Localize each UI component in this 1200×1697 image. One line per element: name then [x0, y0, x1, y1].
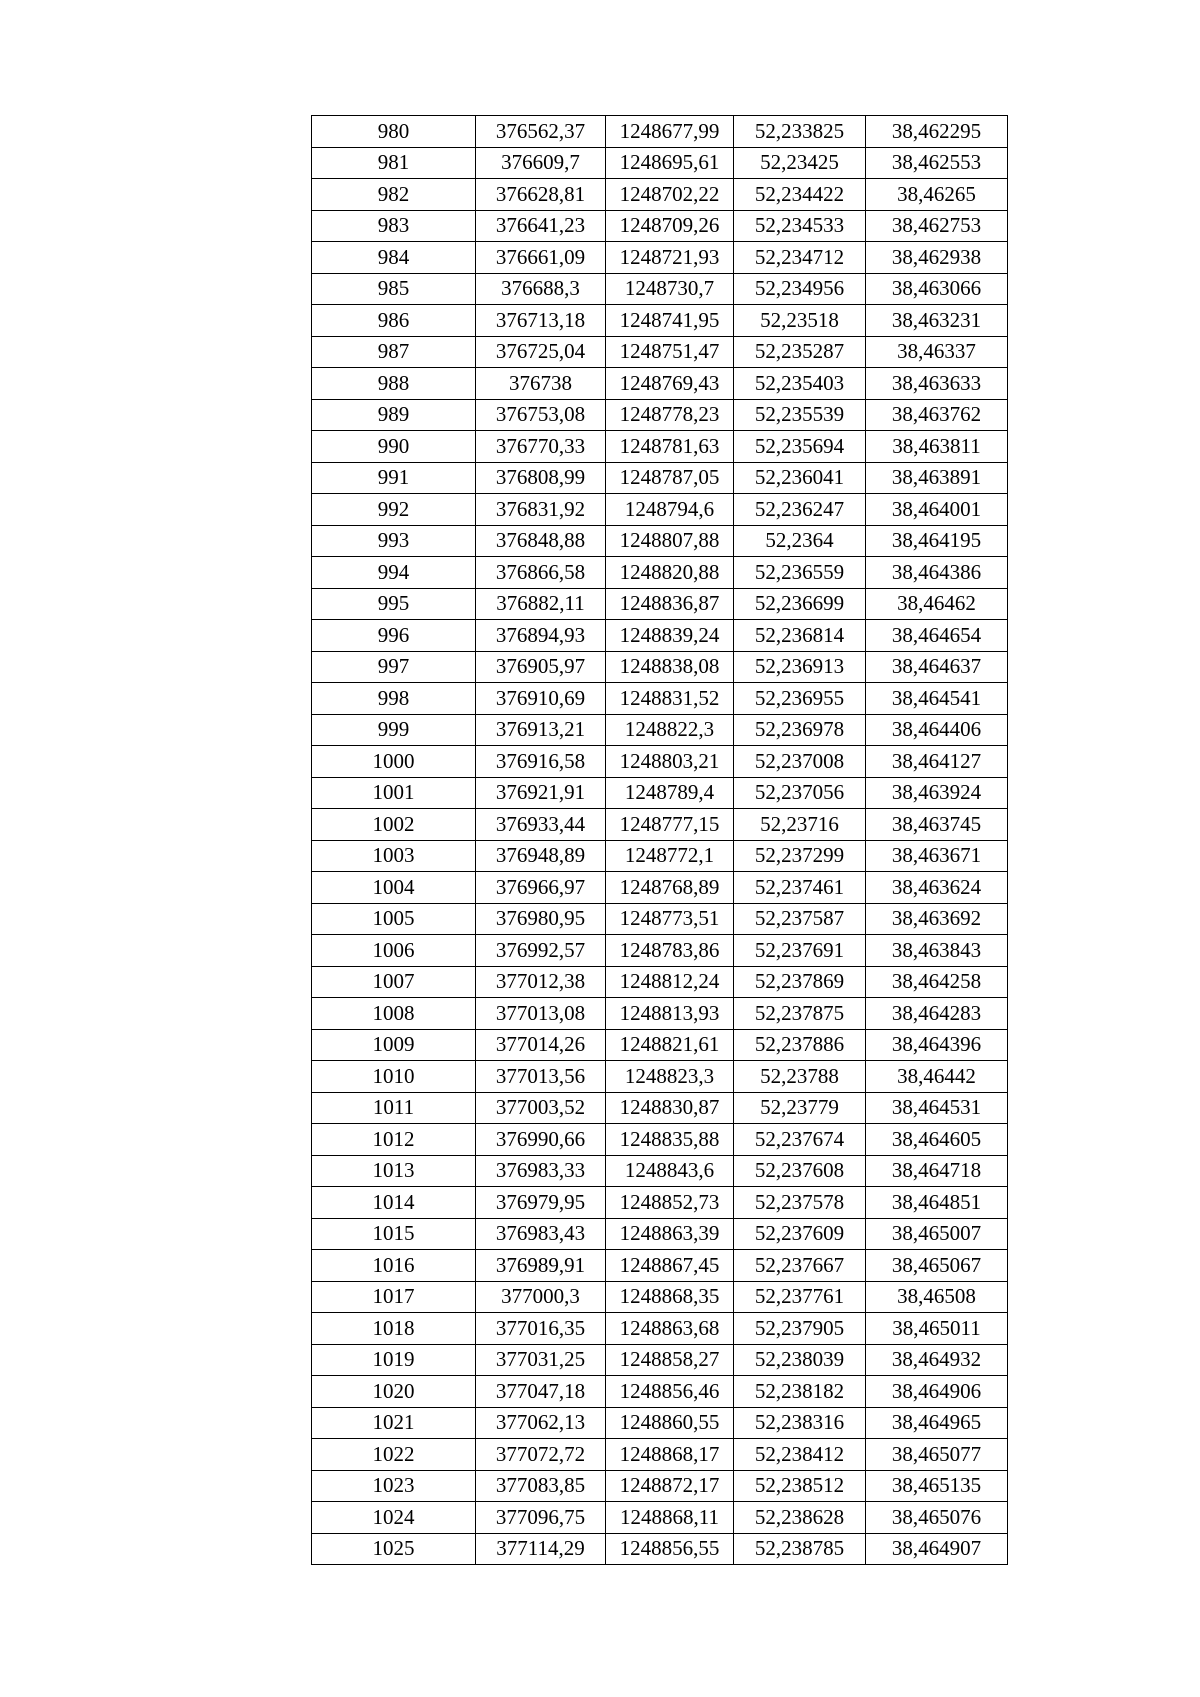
table-row — [312, 462, 1008, 494]
longitude-cell: 38,464127 — [866, 746, 1008, 778]
point-number-cell: 1023 — [312, 1470, 476, 1502]
x-coordinate-cell: 376609,7 — [476, 147, 606, 179]
x-coordinate-cell: 377000,3 — [476, 1281, 606, 1313]
latitude-cell: 52,236041 — [734, 462, 866, 494]
latitude-cell: 52,237578 — [734, 1187, 866, 1219]
longitude-cell: 38,46462 — [866, 588, 1008, 620]
longitude-cell: 38,463671 — [866, 840, 1008, 872]
y-coordinate-cell: 1248772,1 — [606, 840, 734, 872]
y-coordinate-cell: 1248794,6 — [606, 494, 734, 526]
table-row — [312, 1155, 1008, 1187]
point-number-cell: 1001 — [312, 777, 476, 809]
x-coordinate-cell: 376713,18 — [476, 305, 606, 337]
longitude-cell: 38,464637 — [866, 651, 1008, 683]
y-coordinate-cell: 1248803,21 — [606, 746, 734, 778]
longitude-cell: 38,463066 — [866, 273, 1008, 305]
x-coordinate-cell: 377003,52 — [476, 1092, 606, 1124]
latitude-cell: 52,235694 — [734, 431, 866, 463]
latitude-cell: 52,233825 — [734, 116, 866, 148]
table-row — [312, 494, 1008, 526]
x-coordinate-cell: 376921,91 — [476, 777, 606, 809]
longitude-cell: 38,464541 — [866, 683, 1008, 715]
longitude-cell: 38,463924 — [866, 777, 1008, 809]
table-row — [312, 210, 1008, 242]
table-row — [312, 179, 1008, 211]
longitude-cell: 38,462553 — [866, 147, 1008, 179]
point-number-cell: 992 — [312, 494, 476, 526]
y-coordinate-cell: 1248813,93 — [606, 998, 734, 1030]
point-number-cell: 1015 — [312, 1218, 476, 1250]
table-row — [312, 872, 1008, 904]
longitude-cell: 38,464654 — [866, 620, 1008, 652]
x-coordinate-cell: 376905,97 — [476, 651, 606, 683]
y-coordinate-cell: 1248868,11 — [606, 1502, 734, 1534]
longitude-cell: 38,463811 — [866, 431, 1008, 463]
table-row — [312, 399, 1008, 431]
latitude-cell: 52,236247 — [734, 494, 866, 526]
latitude-cell: 52,23716 — [734, 809, 866, 841]
point-number-cell: 1008 — [312, 998, 476, 1030]
y-coordinate-cell: 1248787,05 — [606, 462, 734, 494]
point-number-cell: 985 — [312, 273, 476, 305]
longitude-cell: 38,464386 — [866, 557, 1008, 589]
table-row — [312, 1281, 1008, 1313]
longitude-cell: 38,465076 — [866, 1502, 1008, 1534]
point-number-cell: 999 — [312, 714, 476, 746]
latitude-cell: 52,237667 — [734, 1250, 866, 1282]
latitude-cell: 52,238316 — [734, 1407, 866, 1439]
latitude-cell: 52,237056 — [734, 777, 866, 809]
table-row — [312, 683, 1008, 715]
longitude-cell: 38,464965 — [866, 1407, 1008, 1439]
point-number-cell: 1013 — [312, 1155, 476, 1187]
y-coordinate-cell: 1248863,39 — [606, 1218, 734, 1250]
x-coordinate-cell: 376913,21 — [476, 714, 606, 746]
y-coordinate-cell: 1248773,51 — [606, 903, 734, 935]
latitude-cell: 52,234712 — [734, 242, 866, 274]
table-row — [312, 966, 1008, 998]
x-coordinate-cell: 376992,57 — [476, 935, 606, 967]
point-number-cell: 1017 — [312, 1281, 476, 1313]
y-coordinate-cell: 1248863,68 — [606, 1313, 734, 1345]
longitude-cell: 38,46265 — [866, 179, 1008, 211]
x-coordinate-cell: 376848,88 — [476, 525, 606, 557]
y-coordinate-cell: 1248751,47 — [606, 336, 734, 368]
x-coordinate-cell: 377072,72 — [476, 1439, 606, 1471]
table-row — [312, 368, 1008, 400]
x-coordinate-cell: 376983,33 — [476, 1155, 606, 1187]
y-coordinate-cell: 1248695,61 — [606, 147, 734, 179]
point-number-cell: 1016 — [312, 1250, 476, 1282]
point-number-cell: 1006 — [312, 935, 476, 967]
point-number-cell: 1002 — [312, 809, 476, 841]
y-coordinate-cell: 1248789,4 — [606, 777, 734, 809]
y-coordinate-cell: 1248852,73 — [606, 1187, 734, 1219]
x-coordinate-cell: 376770,33 — [476, 431, 606, 463]
point-number-cell: 1000 — [312, 746, 476, 778]
x-coordinate-cell: 376989,91 — [476, 1250, 606, 1282]
y-coordinate-cell: 1248807,88 — [606, 525, 734, 557]
table-row — [312, 242, 1008, 274]
y-coordinate-cell: 1248868,17 — [606, 1439, 734, 1471]
table-row — [312, 273, 1008, 305]
table-row — [312, 777, 1008, 809]
point-number-cell: 993 — [312, 525, 476, 557]
longitude-cell: 38,463231 — [866, 305, 1008, 337]
x-coordinate-cell: 376628,81 — [476, 179, 606, 211]
x-coordinate-cell: 376983,43 — [476, 1218, 606, 1250]
y-coordinate-cell: 1248856,46 — [606, 1376, 734, 1408]
x-coordinate-cell: 376933,44 — [476, 809, 606, 841]
point-number-cell: 1019 — [312, 1344, 476, 1376]
longitude-cell: 38,463843 — [866, 935, 1008, 967]
table-row — [312, 1029, 1008, 1061]
y-coordinate-cell: 1248822,3 — [606, 714, 734, 746]
y-coordinate-cell: 1248741,95 — [606, 305, 734, 337]
point-number-cell: 1024 — [312, 1502, 476, 1534]
point-number-cell: 1018 — [312, 1313, 476, 1345]
x-coordinate-cell: 376990,66 — [476, 1124, 606, 1156]
table-row — [312, 1502, 1008, 1534]
longitude-cell: 38,463692 — [866, 903, 1008, 935]
y-coordinate-cell: 1248812,24 — [606, 966, 734, 998]
longitude-cell: 38,465011 — [866, 1313, 1008, 1345]
x-coordinate-cell: 376866,58 — [476, 557, 606, 589]
latitude-cell: 52,23788 — [734, 1061, 866, 1093]
longitude-cell: 38,464396 — [866, 1029, 1008, 1061]
point-number-cell: 983 — [312, 210, 476, 242]
table-row — [312, 525, 1008, 557]
point-number-cell: 1020 — [312, 1376, 476, 1408]
table-row — [312, 336, 1008, 368]
longitude-cell: 38,464258 — [866, 966, 1008, 998]
table-row — [312, 557, 1008, 589]
point-number-cell: 1011 — [312, 1092, 476, 1124]
latitude-cell: 52,238182 — [734, 1376, 866, 1408]
point-number-cell: 984 — [312, 242, 476, 274]
latitude-cell: 52,23779 — [734, 1092, 866, 1124]
latitude-cell: 52,237299 — [734, 840, 866, 872]
latitude-cell: 52,236699 — [734, 588, 866, 620]
longitude-cell: 38,463745 — [866, 809, 1008, 841]
y-coordinate-cell: 1248702,22 — [606, 179, 734, 211]
point-number-cell: 1025 — [312, 1533, 476, 1565]
point-number-cell: 1004 — [312, 872, 476, 904]
point-number-cell: 990 — [312, 431, 476, 463]
point-number-cell: 997 — [312, 651, 476, 683]
longitude-cell: 38,465135 — [866, 1470, 1008, 1502]
table-row — [312, 1344, 1008, 1376]
point-number-cell: 989 — [312, 399, 476, 431]
longitude-cell: 38,462295 — [866, 116, 1008, 148]
y-coordinate-cell: 1248830,87 — [606, 1092, 734, 1124]
y-coordinate-cell: 1248868,35 — [606, 1281, 734, 1313]
latitude-cell: 52,237461 — [734, 872, 866, 904]
table-row — [312, 935, 1008, 967]
y-coordinate-cell: 1248860,55 — [606, 1407, 734, 1439]
longitude-cell: 38,463891 — [866, 462, 1008, 494]
latitude-cell: 52,238412 — [734, 1439, 866, 1471]
x-coordinate-cell: 376966,97 — [476, 872, 606, 904]
latitude-cell: 52,235287 — [734, 336, 866, 368]
point-number-cell: 1005 — [312, 903, 476, 935]
point-number-cell: 982 — [312, 179, 476, 211]
x-coordinate-cell: 376562,37 — [476, 116, 606, 148]
point-number-cell: 1010 — [312, 1061, 476, 1093]
x-coordinate-cell: 377083,85 — [476, 1470, 606, 1502]
table-row — [312, 1187, 1008, 1219]
point-number-cell: 1009 — [312, 1029, 476, 1061]
coordinates-table — [311, 115, 1008, 1565]
latitude-cell: 52,23425 — [734, 147, 866, 179]
table-row — [312, 903, 1008, 935]
longitude-cell: 38,464851 — [866, 1187, 1008, 1219]
y-coordinate-cell: 1248856,55 — [606, 1533, 734, 1565]
latitude-cell: 52,238039 — [734, 1344, 866, 1376]
latitude-cell: 52,238785 — [734, 1533, 866, 1565]
longitude-cell: 38,465077 — [866, 1439, 1008, 1471]
longitude-cell: 38,46337 — [866, 336, 1008, 368]
point-number-cell: 988 — [312, 368, 476, 400]
latitude-cell: 52,2364 — [734, 525, 866, 557]
x-coordinate-cell: 377013,56 — [476, 1061, 606, 1093]
latitude-cell: 52,237875 — [734, 998, 866, 1030]
y-coordinate-cell: 1248836,87 — [606, 588, 734, 620]
x-coordinate-cell: 377014,26 — [476, 1029, 606, 1061]
latitude-cell: 52,234533 — [734, 210, 866, 242]
x-coordinate-cell: 376948,89 — [476, 840, 606, 872]
x-coordinate-cell: 377012,38 — [476, 966, 606, 998]
x-coordinate-cell: 376753,08 — [476, 399, 606, 431]
point-number-cell: 995 — [312, 588, 476, 620]
longitude-cell: 38,462938 — [866, 242, 1008, 274]
table-row — [312, 1533, 1008, 1565]
y-coordinate-cell: 1248843,6 — [606, 1155, 734, 1187]
x-coordinate-cell: 377114,29 — [476, 1533, 606, 1565]
x-coordinate-cell: 377031,25 — [476, 1344, 606, 1376]
latitude-cell: 52,237609 — [734, 1218, 866, 1250]
y-coordinate-cell: 1248677,99 — [606, 116, 734, 148]
point-number-cell: 981 — [312, 147, 476, 179]
x-coordinate-cell: 376738 — [476, 368, 606, 400]
point-number-cell: 1014 — [312, 1187, 476, 1219]
table-row — [312, 1376, 1008, 1408]
point-number-cell: 986 — [312, 305, 476, 337]
latitude-cell: 52,238628 — [734, 1502, 866, 1534]
y-coordinate-cell: 1248872,17 — [606, 1470, 734, 1502]
table-row — [312, 431, 1008, 463]
x-coordinate-cell: 376894,93 — [476, 620, 606, 652]
point-number-cell: 996 — [312, 620, 476, 652]
table-row — [312, 746, 1008, 778]
point-number-cell: 1021 — [312, 1407, 476, 1439]
longitude-cell: 38,464001 — [866, 494, 1008, 526]
latitude-cell: 52,235539 — [734, 399, 866, 431]
latitude-cell: 52,236559 — [734, 557, 866, 589]
table-row — [312, 1124, 1008, 1156]
table-row — [312, 998, 1008, 1030]
table-row — [312, 1092, 1008, 1124]
latitude-cell: 52,238512 — [734, 1470, 866, 1502]
longitude-cell: 38,464531 — [866, 1092, 1008, 1124]
table-row — [312, 147, 1008, 179]
y-coordinate-cell: 1248781,63 — [606, 431, 734, 463]
point-number-cell: 998 — [312, 683, 476, 715]
longitude-cell: 38,464605 — [866, 1124, 1008, 1156]
latitude-cell: 52,237674 — [734, 1124, 866, 1156]
x-coordinate-cell: 376688,3 — [476, 273, 606, 305]
point-number-cell: 1007 — [312, 966, 476, 998]
table-row — [312, 840, 1008, 872]
y-coordinate-cell: 1248721,93 — [606, 242, 734, 274]
latitude-cell: 52,237587 — [734, 903, 866, 935]
point-number-cell: 1022 — [312, 1439, 476, 1471]
longitude-cell: 38,464283 — [866, 998, 1008, 1030]
table-row — [312, 714, 1008, 746]
x-coordinate-cell: 376980,95 — [476, 903, 606, 935]
longitude-cell: 38,464195 — [866, 525, 1008, 557]
y-coordinate-cell: 1248835,88 — [606, 1124, 734, 1156]
table-row — [312, 620, 1008, 652]
y-coordinate-cell: 1248730,7 — [606, 273, 734, 305]
y-coordinate-cell: 1248783,86 — [606, 935, 734, 967]
point-number-cell: 1003 — [312, 840, 476, 872]
table-row — [312, 1439, 1008, 1471]
point-number-cell: 987 — [312, 336, 476, 368]
table-row — [312, 588, 1008, 620]
x-coordinate-cell: 376831,92 — [476, 494, 606, 526]
latitude-cell: 52,234956 — [734, 273, 866, 305]
y-coordinate-cell: 1248820,88 — [606, 557, 734, 589]
x-coordinate-cell: 376641,23 — [476, 210, 606, 242]
latitude-cell: 52,236913 — [734, 651, 866, 683]
latitude-cell: 52,236814 — [734, 620, 866, 652]
x-coordinate-cell: 377062,13 — [476, 1407, 606, 1439]
longitude-cell: 38,464718 — [866, 1155, 1008, 1187]
longitude-cell: 38,465007 — [866, 1218, 1008, 1250]
table-row — [312, 651, 1008, 683]
longitude-cell: 38,464932 — [866, 1344, 1008, 1376]
table-row — [312, 809, 1008, 841]
longitude-cell: 38,464907 — [866, 1533, 1008, 1565]
latitude-cell: 52,237886 — [734, 1029, 866, 1061]
longitude-cell: 38,464906 — [866, 1376, 1008, 1408]
longitude-cell: 38,464406 — [866, 714, 1008, 746]
longitude-cell: 38,463624 — [866, 872, 1008, 904]
y-coordinate-cell: 1248839,24 — [606, 620, 734, 652]
longitude-cell: 38,463633 — [866, 368, 1008, 400]
x-coordinate-cell: 377096,75 — [476, 1502, 606, 1534]
table-row — [312, 305, 1008, 337]
x-coordinate-cell: 376725,04 — [476, 336, 606, 368]
y-coordinate-cell: 1248823,3 — [606, 1061, 734, 1093]
table-row — [312, 1407, 1008, 1439]
latitude-cell: 52,237905 — [734, 1313, 866, 1345]
table-row — [312, 1218, 1008, 1250]
point-number-cell: 994 — [312, 557, 476, 589]
longitude-cell: 38,462753 — [866, 210, 1008, 242]
x-coordinate-cell: 376979,95 — [476, 1187, 606, 1219]
y-coordinate-cell: 1248831,52 — [606, 683, 734, 715]
y-coordinate-cell: 1248778,23 — [606, 399, 734, 431]
longitude-cell: 38,463762 — [866, 399, 1008, 431]
y-coordinate-cell: 1248821,61 — [606, 1029, 734, 1061]
latitude-cell: 52,237869 — [734, 966, 866, 998]
latitude-cell: 52,237608 — [734, 1155, 866, 1187]
x-coordinate-cell: 376882,11 — [476, 588, 606, 620]
latitude-cell: 52,237008 — [734, 746, 866, 778]
x-coordinate-cell: 376661,09 — [476, 242, 606, 274]
x-coordinate-cell: 377013,08 — [476, 998, 606, 1030]
table-row — [312, 1313, 1008, 1345]
latitude-cell: 52,235403 — [734, 368, 866, 400]
latitude-cell: 52,237691 — [734, 935, 866, 967]
point-number-cell: 980 — [312, 116, 476, 148]
latitude-cell: 52,23518 — [734, 305, 866, 337]
x-coordinate-cell: 376808,99 — [476, 462, 606, 494]
longitude-cell: 38,465067 — [866, 1250, 1008, 1282]
latitude-cell: 52,234422 — [734, 179, 866, 211]
y-coordinate-cell: 1248858,27 — [606, 1344, 734, 1376]
x-coordinate-cell: 377047,18 — [476, 1376, 606, 1408]
y-coordinate-cell: 1248838,08 — [606, 651, 734, 683]
x-coordinate-cell: 376916,58 — [476, 746, 606, 778]
longitude-cell: 38,46508 — [866, 1281, 1008, 1313]
coordinates-table-body — [312, 116, 1008, 1565]
point-number-cell: 991 — [312, 462, 476, 494]
x-coordinate-cell: 376910,69 — [476, 683, 606, 715]
table-row — [312, 1061, 1008, 1093]
latitude-cell: 52,236955 — [734, 683, 866, 715]
point-number-cell: 1012 — [312, 1124, 476, 1156]
longitude-cell: 38,46442 — [866, 1061, 1008, 1093]
table-row — [312, 1250, 1008, 1282]
latitude-cell: 52,237761 — [734, 1281, 866, 1313]
y-coordinate-cell: 1248709,26 — [606, 210, 734, 242]
table-row — [312, 1470, 1008, 1502]
y-coordinate-cell: 1248769,43 — [606, 368, 734, 400]
table-row — [312, 116, 1008, 148]
y-coordinate-cell: 1248867,45 — [606, 1250, 734, 1282]
y-coordinate-cell: 1248777,15 — [606, 809, 734, 841]
y-coordinate-cell: 1248768,89 — [606, 872, 734, 904]
latitude-cell: 52,236978 — [734, 714, 866, 746]
x-coordinate-cell: 377016,35 — [476, 1313, 606, 1345]
